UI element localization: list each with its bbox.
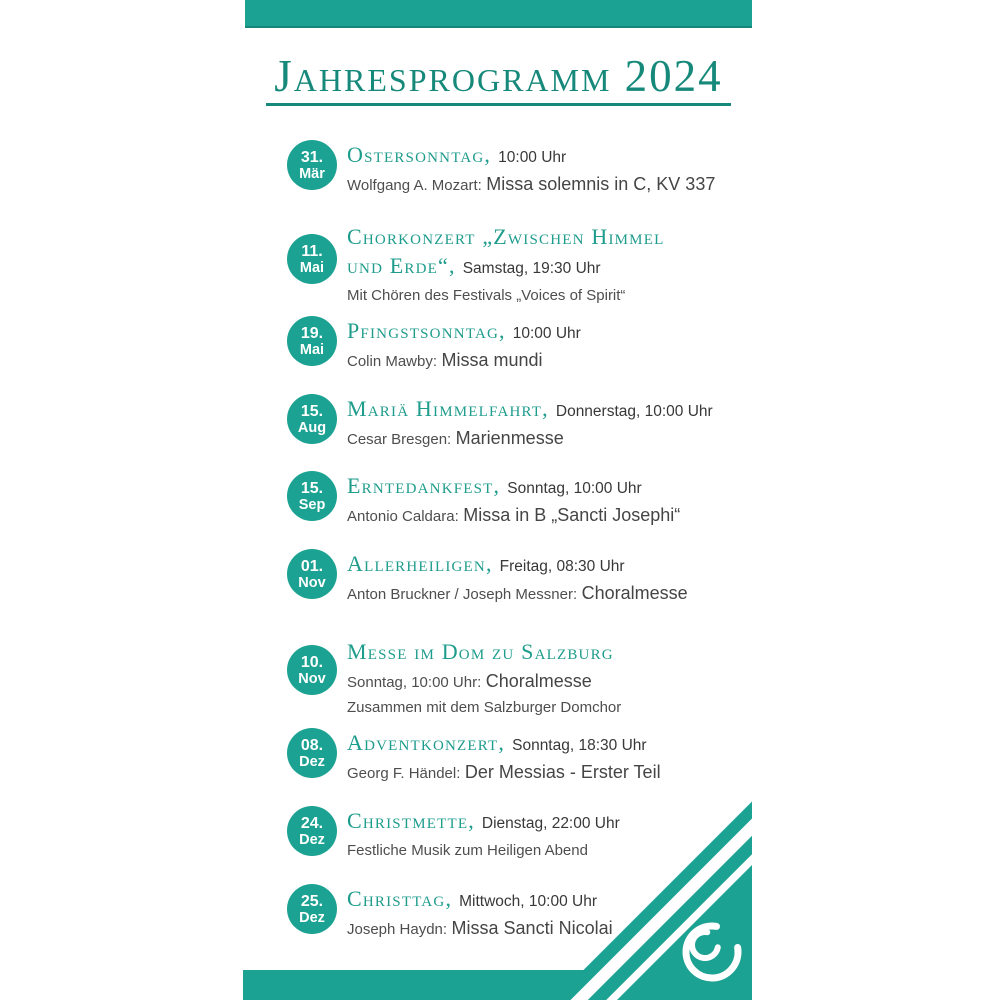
event-month: Mär <box>299 165 325 182</box>
event-detail-line <box>347 427 713 451</box>
event-row <box>287 394 713 451</box>
page-title: Jahresprogramm 2024 <box>266 54 730 106</box>
event-detail-line <box>347 582 688 606</box>
date-badge <box>287 471 337 521</box>
event-title: Christmette, <box>347 808 475 833</box>
event-row <box>287 728 661 785</box>
date-badge <box>287 806 337 856</box>
event-info: Mittwoch, 10:00 Uhr <box>459 893 597 910</box>
event-title: Erntedankfest, <box>347 473 501 498</box>
event-title: Mariä Himmelfahrt, <box>347 396 549 421</box>
event-detail-line <box>347 349 581 373</box>
detail-prefix: Wolfgang A. Mozart: <box>347 177 482 194</box>
detail-work-title: Marienmesse <box>455 428 564 448</box>
event-month: Aug <box>297 419 327 436</box>
event-day: 15. <box>300 402 324 420</box>
detail-prefix: Sonntag, 10:00 Uhr: <box>347 674 482 691</box>
detail-work-title: Choralmesse <box>485 671 592 691</box>
date-badge <box>287 884 337 934</box>
date-badge <box>287 234 337 284</box>
event-day: 01. <box>300 557 324 575</box>
event-day: 11. <box>301 242 323 260</box>
event-info: 10:00 Uhr <box>512 325 581 342</box>
event-month: Dez <box>299 909 325 926</box>
event-title: Ostersonntag, <box>347 142 492 167</box>
event-text <box>347 394 713 451</box>
event-info: Freitag, 08:30 Uhr <box>499 558 625 575</box>
event-text <box>347 316 581 373</box>
event-info: Sonntag, 18:30 Uhr <box>512 737 647 754</box>
event-info: 10:00 Uhr <box>498 149 567 166</box>
detail-prefix: Mit Chören des Festivals „Voices of Spirit“ <box>347 287 626 304</box>
event-detail-line <box>347 284 664 307</box>
event-text <box>347 471 680 528</box>
event-month: Mai <box>299 341 325 358</box>
detail-prefix: Georg F. Händel: <box>347 765 461 782</box>
detail-prefix: Cesar Bresgen: <box>347 431 452 448</box>
event-row <box>287 222 664 307</box>
event-row <box>287 549 688 606</box>
event-title: Pfingstsonntag, <box>347 318 506 343</box>
event-title: Chorkonzert „Zwischen Himmel <box>347 224 665 249</box>
corner-decoration <box>532 780 752 1000</box>
detail-prefix: Colin Mawby: <box>347 353 438 370</box>
event-title: Messe im Dom zu Salzburg <box>347 639 614 664</box>
event-title-line <box>347 730 661 759</box>
detail-work-title: Der Messias - Erster Teil <box>464 762 661 782</box>
event-text <box>347 549 688 606</box>
detail-prefix: Joseph Haydn: <box>347 921 448 938</box>
detail-work-title: Missa in B „Sancti Josephi“ <box>463 505 681 525</box>
event-detail-line <box>347 173 715 197</box>
event-row <box>287 471 680 528</box>
event-title-line <box>347 224 664 253</box>
event-title: Adventkonzert, <box>347 730 506 755</box>
event-day: 25. <box>300 892 324 910</box>
event-title-line <box>347 551 688 580</box>
event-title: Christtag, <box>347 886 453 911</box>
event-day: 08. <box>300 736 324 754</box>
event-title-line <box>347 473 680 502</box>
detail-work-title: Missa Sancti Nicolai <box>451 918 613 938</box>
event-detail-line <box>347 696 621 719</box>
event-month: Sep <box>298 496 326 513</box>
event-title-line <box>347 639 621 668</box>
event-day: 15. <box>300 479 324 497</box>
event-day: 10. <box>300 653 324 671</box>
event-day: 19. <box>300 324 324 342</box>
event-detail-line <box>347 670 621 694</box>
event-month: Mai <box>299 259 325 276</box>
event-row <box>287 637 621 719</box>
event-title-continued: und Erde“, <box>347 253 456 278</box>
date-badge <box>287 394 337 444</box>
event-text <box>347 728 661 785</box>
detail-work-title: Missa mundi <box>441 350 543 370</box>
event-text <box>347 637 621 719</box>
date-badge <box>287 728 337 778</box>
detail-prefix: Anton Bruckner / Joseph Messner: <box>347 586 578 603</box>
event-row <box>287 140 715 197</box>
detail-prefix: Zusammen mit dem Salzburger Domchor <box>347 699 622 716</box>
event-title-line <box>347 396 713 425</box>
event-row <box>287 316 581 373</box>
event-title-line <box>347 253 664 282</box>
event-info: Samstag, 19:30 Uhr <box>462 260 601 277</box>
date-badge <box>287 645 337 695</box>
event-month: Dez <box>299 753 325 770</box>
event-info: Sonntag, 10:00 Uhr <box>507 480 642 497</box>
detail-prefix: Antonio Caldara: <box>347 508 459 525</box>
event-month: Nov <box>298 574 326 591</box>
event-title: Allerheiligen, <box>347 551 493 576</box>
event-day: 31. <box>300 148 324 166</box>
event-day: 24. <box>300 814 324 832</box>
detail-work-title: Missa solemnis in C, KV 337 <box>486 174 716 194</box>
date-badge <box>287 140 337 190</box>
date-badge <box>287 316 337 366</box>
date-badge <box>287 549 337 599</box>
event-detail-line <box>347 504 680 528</box>
event-text <box>347 222 664 307</box>
detail-prefix: Festliche Musik zum Heiligen Abend <box>347 842 588 859</box>
event-info: Dienstag, 22:00 Uhr <box>481 815 620 832</box>
event-title-line <box>347 142 715 171</box>
detail-work-title: Choralmesse <box>581 583 688 603</box>
event-title-line <box>347 318 581 347</box>
event-month: Nov <box>298 670 326 687</box>
event-info: Donnerstag, 10:00 Uhr <box>555 403 713 420</box>
event-month: Dez <box>299 831 325 848</box>
event-text <box>347 140 715 197</box>
